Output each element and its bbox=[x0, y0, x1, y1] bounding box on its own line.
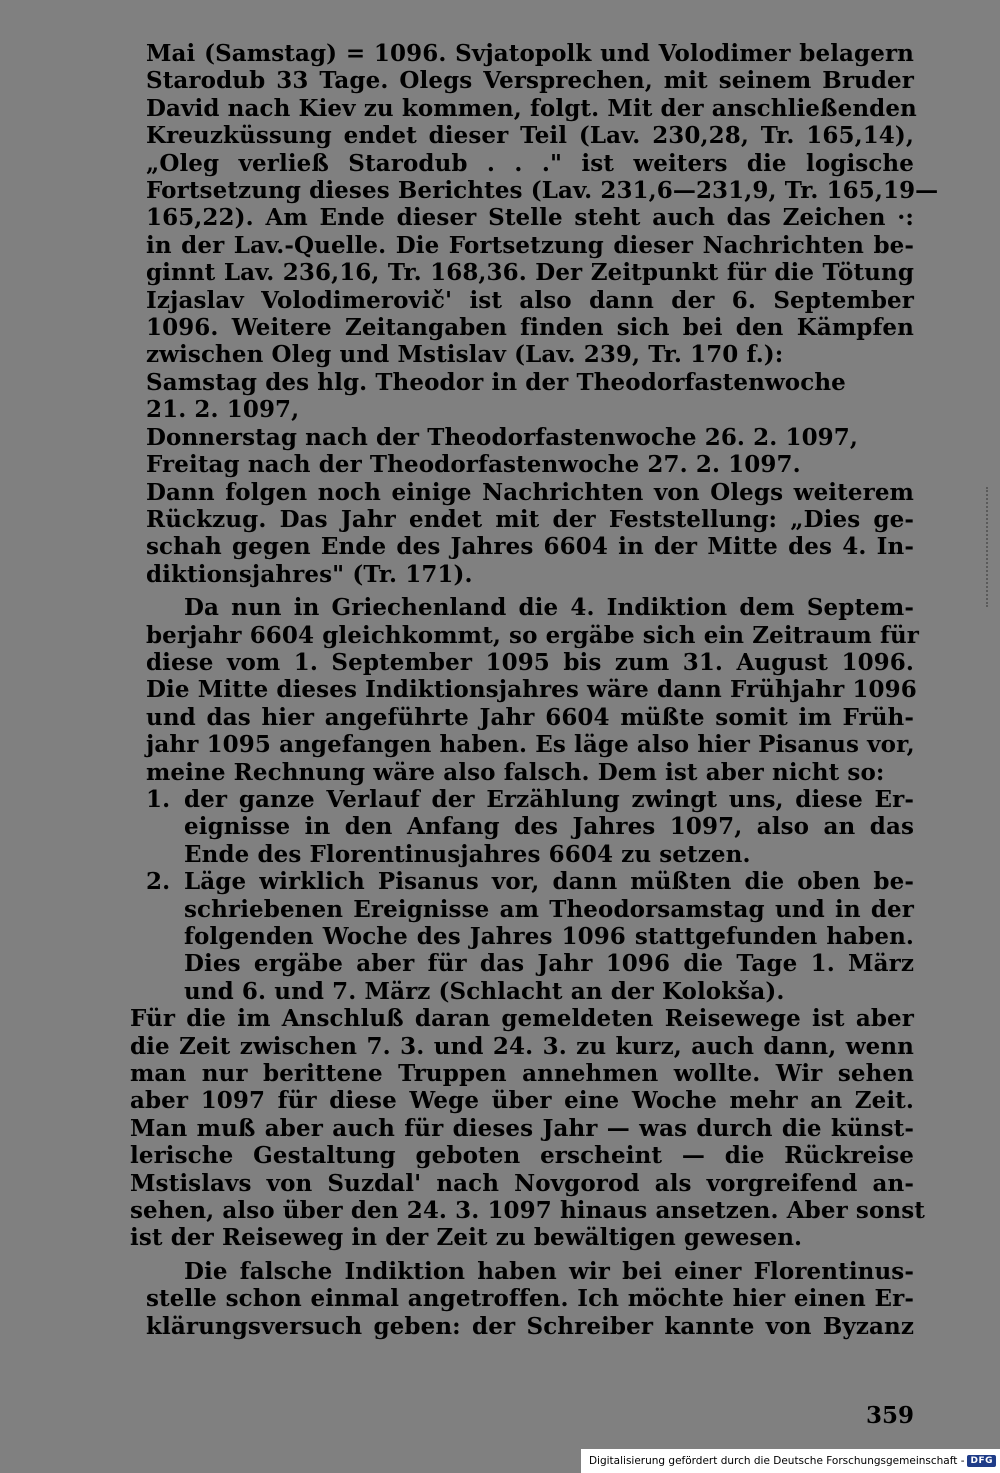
list-text: der ganze Verlauf der Erzählung zwingt uns, diese Er- bbox=[184, 785, 914, 813]
page-number: 359 bbox=[866, 1402, 915, 1429]
text-line: schah gegen Ende des Jahres 6604 in der Mitte des 4. In- bbox=[146, 533, 914, 561]
text-line: Starodub 33 Tage. Olegs Versprechen, mit seinem Bruder bbox=[146, 67, 914, 95]
text-line: Dies ergäbe aber für das Jahr 1096 die Tage 1. März bbox=[184, 950, 914, 978]
text-line: schriebenen Ereignisse am Theodorsamstag und in der bbox=[184, 895, 914, 923]
list-line bbox=[146, 868, 914, 896]
text-line: Samstag des hlg. Theodor in der Theodorfastenwoche bbox=[146, 368, 846, 396]
text-line: folgenden Woche des Jahres 1096 stattgefunden haben. bbox=[184, 923, 914, 950]
text-line: Ende des Florentinusjahres 6604 zu setzen. bbox=[184, 840, 751, 868]
text-line: Freitag nach der Theodorfastenwoche 27. 2. 1097. bbox=[146, 451, 801, 479]
text-line: „Oleg verließ Starodub . . ." ist weiters die logische bbox=[146, 149, 914, 177]
text-line: man nur berittene Truppen annehmen wollte. Wir sehen bbox=[130, 1060, 914, 1088]
text-line: Izjaslav Volodimerovič' ist also dann der 6. September bbox=[146, 286, 914, 314]
text-line: Kreuzküssung endet dieser Teil (Lav. 230,28, Tr. 165,14), bbox=[146, 122, 914, 150]
text-line: stelle schon einmal angetroffen. Ich möchte hier einen Er- bbox=[146, 1285, 914, 1313]
text-line: 21. 2. 1097, bbox=[146, 396, 300, 424]
page-edge-mark bbox=[986, 487, 992, 607]
text-line: Man muß aber auch für dieses Jahr — was durch die künst- bbox=[130, 1114, 914, 1142]
text-line: diktionsjahres" (Tr. 171). bbox=[146, 560, 473, 588]
list-number: 1. bbox=[146, 785, 171, 813]
text-line: ginnt Lav. 236,16, Tr. 168,36. Der Zeitpunkt für die Tötung bbox=[146, 259, 914, 287]
list-text: Läge wirklich Pisanus vor, dann müßten die oben be- bbox=[184, 868, 914, 896]
footer-text: Digitalisierung gefördert durch die Deutsche Forschungsgemeinschaft - bbox=[588, 1455, 965, 1467]
text-line: sehen, also über den 24. 3. 1097 hinaus ansetzen. Aber sonst bbox=[130, 1197, 925, 1225]
text-line: Mai (Samstag) = 1096. Svjatopolk und Volodimer belagern bbox=[146, 40, 914, 67]
text-line: Die falsche Indiktion haben wir bei einer Florentinus- bbox=[184, 1257, 914, 1285]
text-line: jahr 1095 angefangen haben. Es läge also hier Pisanus vor, bbox=[146, 731, 915, 759]
text-line: aber 1097 für diese Wege über eine Woche mehr an Zeit. bbox=[130, 1087, 914, 1115]
text-line: lerische Gestaltung geboten erscheint — die Rückreise bbox=[130, 1142, 914, 1170]
list-number: 2. bbox=[146, 868, 171, 896]
text-line: Rückzug. Das Jahr endet mit der Feststellung: „Dies ge- bbox=[146, 505, 914, 533]
text-line: und 6. und 7. März (Schlacht an der Kolokša). bbox=[184, 977, 785, 1005]
text-line: berjahr 6604 gleichkommt, so ergäbe sich ein Zeitraum für bbox=[146, 621, 920, 649]
text-line: Dann folgen noch einige Nachrichten von Olegs weiterem bbox=[146, 478, 914, 506]
text-line: in der Lav.-Quelle. Die Fortsetzung dieser Nachrichten be- bbox=[146, 231, 914, 259]
body-text bbox=[130, 40, 939, 1340]
text-line: 1096. Weitere Zeitangaben finden sich bei den Kämpfen bbox=[146, 314, 914, 342]
text-line: die Zeit zwischen 7. 3. und 24. 3. zu kurz, auch dann, wenn bbox=[130, 1032, 914, 1060]
text-line: ist der Reiseweg in der Zeit zu bewältigen gewesen. bbox=[130, 1224, 803, 1252]
text-line: zwischen Oleg und Mstislav (Lav. 239, Tr. 170 f.): bbox=[146, 341, 784, 369]
text-line: Da nun in Griechenland die 4. Indiktion dem Septem- bbox=[184, 594, 914, 622]
list-line bbox=[146, 785, 914, 813]
text-line: eignisse in den Anfang des Jahres 1097, also an das bbox=[184, 813, 914, 841]
text-line: und das hier angeführte Jahr 6604 müßte somit im Früh- bbox=[146, 703, 914, 731]
text-line: Fortsetzung dieses Berichtes (Lav. 231,6—231,9, Tr. 165,19— bbox=[146, 177, 939, 205]
text-line: David nach Kiev zu kommen, folgt. Mit der anschließenden bbox=[146, 94, 917, 122]
text-line: Die Mitte dieses Indiktionsjahres wäre dann Frühjahr 1096 bbox=[146, 676, 917, 704]
text-line: Mstislavs von Suzdal' nach Novgorod als vorgreifend an- bbox=[130, 1169, 914, 1197]
dfg-logo-icon: DFG bbox=[967, 1455, 996, 1467]
text-line: diese vom 1. September 1095 bis zum 31. August 1096. bbox=[146, 648, 914, 676]
text-line: klärungsversuch geben: der Schreiber kannte von Byzanz bbox=[146, 1312, 914, 1340]
list-item bbox=[146, 868, 914, 1005]
text-line: meine Rechnung wäre also falsch. Dem ist aber nicht so: bbox=[146, 758, 885, 786]
text-line: 165,22). Am Ende dieser Stelle steht auch das Zeichen ·: bbox=[146, 204, 914, 232]
text-line: Donnerstag nach der Theodorfastenwoche 26. 2. 1097, bbox=[146, 423, 858, 451]
text-line: Für die im Anschluß daran gemeldeten Reisewege ist aber bbox=[130, 1005, 914, 1033]
footer bbox=[581, 1449, 1000, 1473]
list-item bbox=[146, 786, 914, 868]
